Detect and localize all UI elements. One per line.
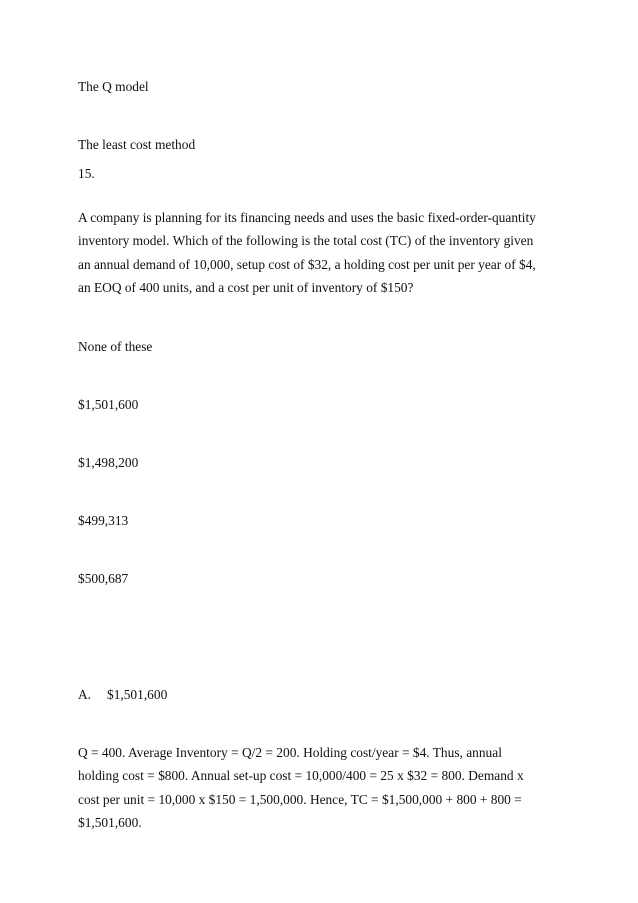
answer-letter: A. — [78, 687, 92, 702]
answer — [78, 687, 167, 703]
option-1501600: $1,501,600 — [78, 397, 139, 412]
option-none-of-these: None of these — [78, 339, 153, 354]
explanation-line: Q = 400. Average Inventory = Q/2 = 200. Holding cost/year = $4. Thus, annual — [78, 745, 502, 760]
question-line: an EOQ of 400 units, and a cost per unit of inventory of $150? — [78, 280, 414, 296]
question-line: inventory model. Which of the following is the total cost (TC) of the inventory given — [78, 233, 534, 249]
question-number: 15. — [78, 166, 95, 181]
explanation-line: holding cost = $800. Annual set-up cost = 10,000/400 = 25 x $32 = 800. Demand x — [78, 768, 524, 784]
explanation-line: $1,501,600. — [78, 815, 142, 831]
answer-value: $1,501,600 — [107, 687, 168, 702]
option-500687: $500,687 — [78, 571, 129, 586]
option-1498200: $1,498,200 — [78, 455, 139, 470]
option-499313: $499,313 — [78, 513, 129, 528]
heading-q-model: The Q model — [78, 79, 149, 94]
question-text — [78, 206, 562, 300]
heading-least-cost-method: The least cost method — [78, 137, 196, 152]
explanation-text — [78, 741, 562, 835]
question-line: an annual demand of 10,000, setup cost of $32, a holding cost per unit per year of $4, — [78, 256, 536, 272]
explanation-line: cost per unit = 10,000 x $150 = 1,500,000. Hence, TC = $1,500,000 + 800 + 800 = — [78, 791, 522, 807]
question-line: A company is planning for its financing needs and uses the basic fixed-order-quantity — [78, 210, 536, 225]
